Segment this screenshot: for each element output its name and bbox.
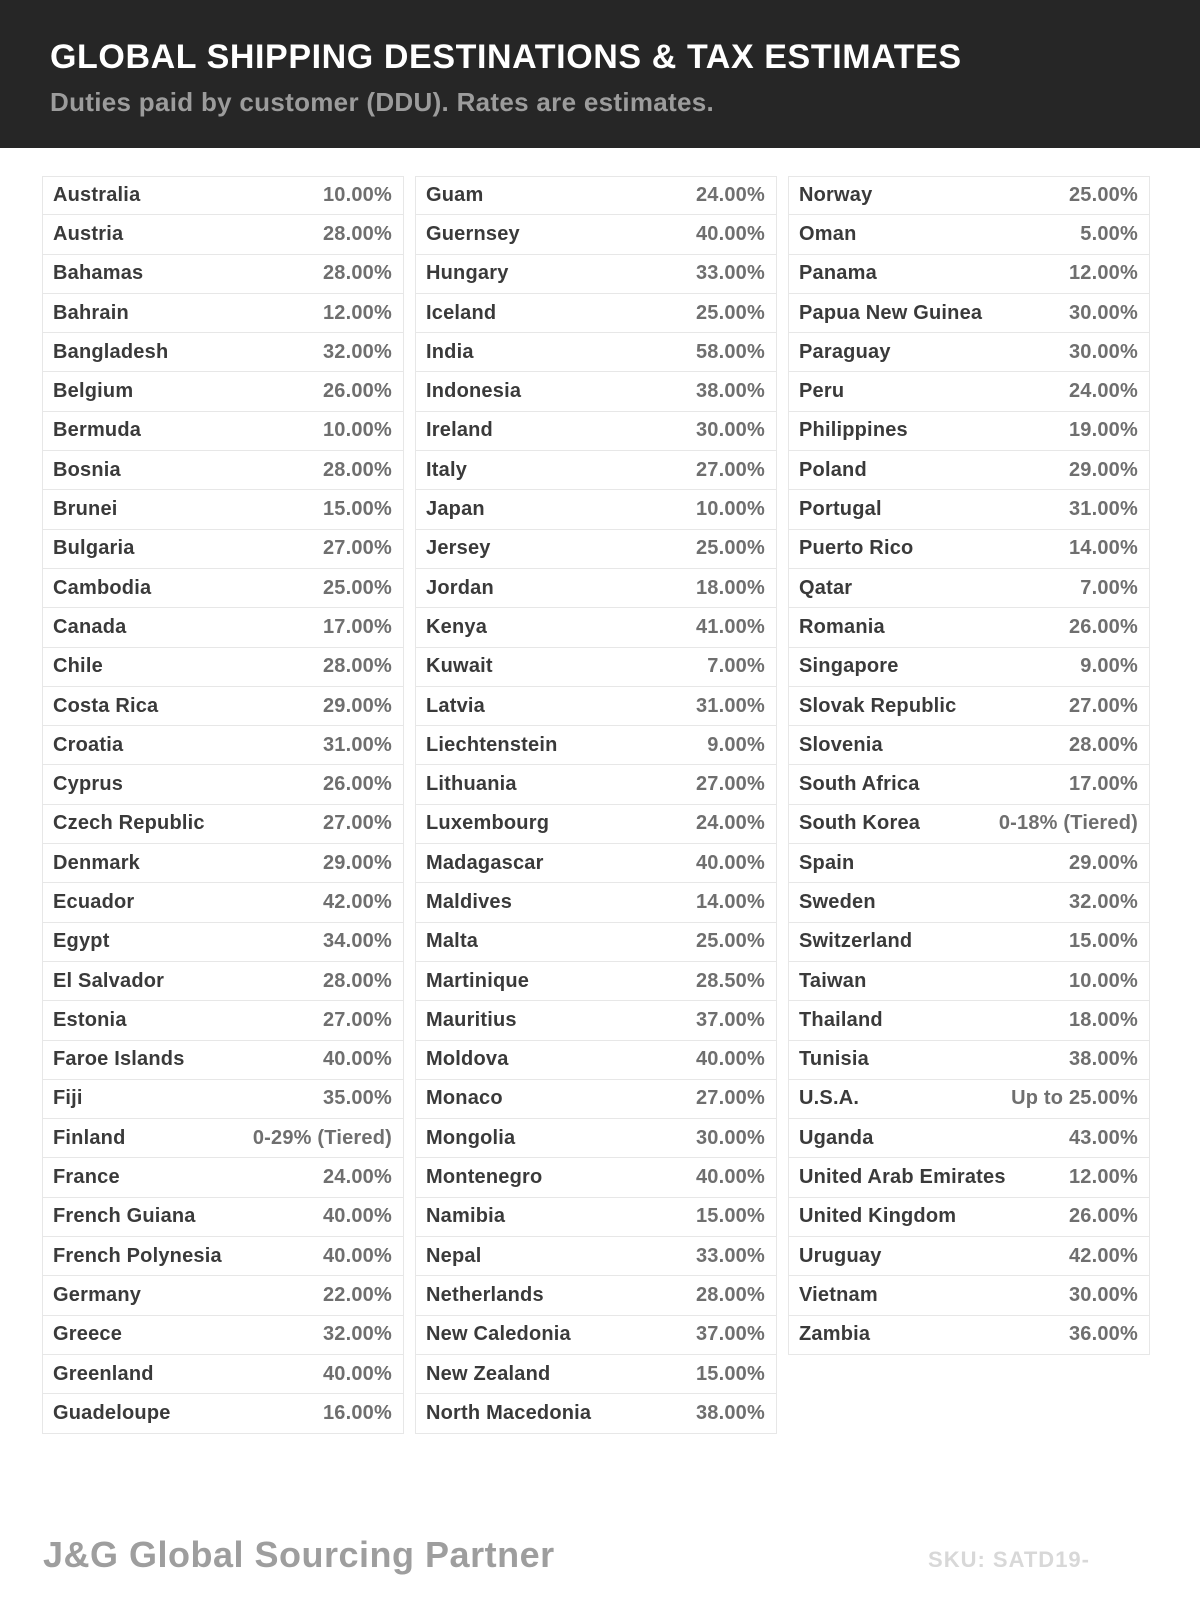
table-row: [415, 805, 777, 844]
table-row: [415, 530, 777, 569]
header-banner: [0, 0, 1200, 148]
tax-rate: 40.00%: [695, 222, 765, 245]
tax-rate: 24.00%: [695, 184, 765, 207]
country-name: North Macedonia: [426, 1401, 592, 1424]
country-name: Slovenia: [799, 733, 883, 756]
tax-rate: 38.00%: [1068, 1048, 1138, 1071]
tax-rate: 25.00%: [1068, 184, 1138, 207]
table-row: [42, 648, 404, 687]
country-name: Norway: [799, 184, 873, 207]
country-name: Greece: [53, 1323, 123, 1346]
country-name: France: [53, 1166, 120, 1189]
country-name: Czech Republic: [53, 812, 205, 835]
table-row: [788, 1316, 1150, 1355]
tax-rate: 15.00%: [695, 1205, 765, 1228]
country-name: Brunei: [53, 498, 118, 521]
country-name: Nepal: [426, 1244, 482, 1267]
country-name: Puerto Rico: [799, 537, 914, 560]
table-row: [42, 726, 404, 765]
tax-rate: 16.00%: [322, 1401, 392, 1424]
country-name: Kuwait: [426, 655, 493, 678]
tax-rate: 40.00%: [695, 1048, 765, 1071]
country-name: India: [426, 340, 474, 363]
country-name: Uruguay: [799, 1244, 882, 1267]
country-name: Bahrain: [53, 301, 129, 324]
table-row: [42, 255, 404, 294]
country-name: U.S.A.: [799, 1087, 860, 1110]
table-row: [788, 412, 1150, 451]
country-name: Latvia: [426, 694, 486, 717]
table-row: [42, 176, 404, 215]
table-row: [415, 1316, 777, 1355]
country-name: Jordan: [426, 576, 494, 599]
tax-rate: 18.00%: [1068, 1008, 1138, 1031]
country-name: Cyprus: [53, 773, 124, 796]
table-row: [415, 176, 777, 215]
tax-rate: 24.00%: [695, 812, 765, 835]
country-name: Namibia: [426, 1205, 506, 1228]
country-name: Australia: [53, 184, 141, 207]
tax-rate: 42.00%: [322, 890, 392, 913]
tax-rate: 15.00%: [322, 498, 392, 521]
country-name: United Arab Emirates: [799, 1166, 1006, 1189]
table-row: [415, 255, 777, 294]
table-row: [415, 1237, 777, 1276]
tax-rate: 24.00%: [1068, 380, 1138, 403]
tax-rate: 26.00%: [1068, 615, 1138, 638]
country-name: Estonia: [53, 1008, 127, 1031]
country-name: Finland: [53, 1126, 126, 1149]
table-row: [42, 962, 404, 1001]
country-name: South Korea: [799, 812, 921, 835]
country-name: Switzerland: [799, 930, 913, 953]
country-name: Austria: [53, 222, 124, 245]
table-row: [788, 1276, 1150, 1315]
country-name: Spain: [799, 851, 855, 874]
country-name: Poland: [799, 458, 867, 481]
country-name: Panama: [799, 262, 877, 285]
country-name: French Polynesia: [53, 1244, 222, 1267]
table-row: [42, 372, 404, 411]
tax-rate: 33.00%: [695, 1244, 765, 1267]
table-row: [788, 883, 1150, 922]
country-name: Peru: [799, 380, 845, 403]
tax-rate: 40.00%: [695, 851, 765, 874]
country-name: Sweden: [799, 890, 876, 913]
table-row: [788, 687, 1150, 726]
tax-rate: 17.00%: [322, 615, 392, 638]
country-name: Chile: [53, 655, 103, 678]
country-name: Portugal: [799, 498, 882, 521]
country-name: Bahamas: [53, 262, 144, 285]
country-name: Germany: [53, 1283, 142, 1306]
table-row: [788, 451, 1150, 490]
country-name: Oman: [799, 222, 857, 245]
country-name: Cambodia: [53, 576, 152, 599]
table-row: [415, 1394, 777, 1433]
tax-rate: 27.00%: [322, 537, 392, 560]
table-row: [788, 1237, 1150, 1276]
tax-rate: 14.00%: [1068, 537, 1138, 560]
tax-rate: 29.00%: [322, 694, 392, 717]
table-row: [788, 530, 1150, 569]
tax-rate: 7.00%: [1080, 576, 1138, 599]
table-row: [415, 608, 777, 647]
tax-rate: 26.00%: [322, 380, 392, 403]
tax-rate: 12.00%: [322, 301, 392, 324]
tax-rate: 9.00%: [1080, 655, 1138, 678]
table-row: [415, 765, 777, 804]
country-name: Bosnia: [53, 458, 121, 481]
country-name: Malta: [426, 930, 479, 953]
country-name: Luxembourg: [426, 812, 550, 835]
table-row: [415, 844, 777, 883]
table-row: [415, 569, 777, 608]
table-row: [788, 255, 1150, 294]
country-name: Bulgaria: [53, 537, 135, 560]
table-row: [42, 608, 404, 647]
table-row: [415, 883, 777, 922]
sku-label: SKU: SATD19-: [928, 1546, 1090, 1572]
table-row: [415, 923, 777, 962]
tax-rate: 26.00%: [322, 773, 392, 796]
table-row: [42, 569, 404, 608]
tax-rate: 32.00%: [322, 1323, 392, 1346]
tax-rate: 27.00%: [695, 773, 765, 796]
table-row: [415, 451, 777, 490]
brand-name: J&G Global Sourcing Partner: [43, 1533, 555, 1575]
tax-rate: 36.00%: [1068, 1323, 1138, 1346]
tax-rate: 10.00%: [322, 184, 392, 207]
table-row: [788, 765, 1150, 804]
table-row: [42, 687, 404, 726]
tax-rate: 30.00%: [1068, 340, 1138, 363]
tax-rate: 31.00%: [322, 733, 392, 756]
tax-rate: 22.00%: [322, 1283, 392, 1306]
table-row: [42, 490, 404, 529]
tax-rate: 58.00%: [695, 340, 765, 363]
tax-rate: 33.00%: [695, 262, 765, 285]
tax-estimates-table: [42, 176, 1150, 1434]
table-row: [42, 1276, 404, 1315]
country-name: Tunisia: [799, 1048, 869, 1071]
tax-rate: 12.00%: [1068, 262, 1138, 285]
table-row: [42, 1080, 404, 1119]
tax-rate: 38.00%: [695, 1401, 765, 1424]
table-row: [788, 805, 1150, 844]
tax-rate: 28.00%: [322, 969, 392, 992]
table-row: [415, 1080, 777, 1119]
tax-rate: 30.00%: [695, 1126, 765, 1149]
tax-rate: 42.00%: [1068, 1244, 1138, 1267]
tax-rate: 10.00%: [1068, 969, 1138, 992]
tax-rate: 30.00%: [695, 419, 765, 442]
table-row: [42, 1355, 404, 1394]
table-row: [788, 569, 1150, 608]
tax-rate: 5.00%: [1080, 222, 1138, 245]
country-name: Kenya: [426, 615, 488, 638]
table-row: [415, 1119, 777, 1158]
tax-rate: 32.00%: [1068, 890, 1138, 913]
table-row: [788, 294, 1150, 333]
country-name: Singapore: [799, 655, 899, 678]
table-column-2: [415, 176, 777, 1434]
table-row: [42, 844, 404, 883]
table-row: [415, 1198, 777, 1237]
tax-rate: 27.00%: [322, 812, 392, 835]
country-name: Faroe Islands: [53, 1048, 185, 1071]
table-row: [415, 1355, 777, 1394]
table-row: [788, 844, 1150, 883]
tax-rate: 25.00%: [322, 576, 392, 599]
tax-rate: 0-18% (Tiered): [998, 812, 1138, 835]
tax-rate: 30.00%: [1068, 1283, 1138, 1306]
table-row: [42, 451, 404, 490]
tax-rate: 28.00%: [322, 458, 392, 481]
country-name: Guadeloupe: [53, 1401, 171, 1424]
country-name: Indonesia: [426, 380, 522, 403]
tax-rate: 15.00%: [695, 1362, 765, 1385]
country-name: Romania: [799, 615, 885, 638]
country-name: Netherlands: [426, 1283, 544, 1306]
tax-rate: 28.00%: [322, 262, 392, 285]
tax-rate: 29.00%: [322, 851, 392, 874]
tax-rate: 28.00%: [322, 222, 392, 245]
country-name: Zambia: [799, 1323, 871, 1346]
country-name: Croatia: [53, 733, 124, 756]
country-name: Ireland: [426, 419, 493, 442]
country-name: Mauritius: [426, 1008, 517, 1031]
country-name: Maldives: [426, 890, 513, 913]
tax-rate: 24.00%: [322, 1166, 392, 1189]
tax-rate: 40.00%: [695, 1166, 765, 1189]
tax-rate: 26.00%: [1068, 1205, 1138, 1228]
table-row: [415, 1041, 777, 1080]
tax-rate: 10.00%: [695, 498, 765, 521]
table-row: [415, 1158, 777, 1197]
table-row: [42, 805, 404, 844]
tax-rate: 41.00%: [695, 615, 765, 638]
tax-rate: Up to 25.00%: [1011, 1087, 1138, 1110]
country-name: Hungary: [426, 262, 509, 285]
tax-rate: 7.00%: [707, 655, 765, 678]
country-name: Taiwan: [799, 969, 867, 992]
tax-rate: 37.00%: [695, 1323, 765, 1346]
table-row: [415, 1001, 777, 1040]
tax-rate: 29.00%: [1068, 851, 1138, 874]
country-name: Slovak Republic: [799, 694, 957, 717]
footer: [0, 1534, 1200, 1576]
country-name: Iceland: [426, 301, 497, 324]
country-name: Ecuador: [53, 890, 135, 913]
country-name: Thailand: [799, 1008, 883, 1031]
tax-rate: 25.00%: [695, 930, 765, 953]
tax-rate: 25.00%: [695, 537, 765, 560]
country-name: Madagascar: [426, 851, 544, 874]
tax-rate: 17.00%: [1068, 773, 1138, 796]
table-row: [415, 294, 777, 333]
country-name: Paraguay: [799, 340, 891, 363]
table-row: [42, 333, 404, 372]
table-row: [42, 412, 404, 451]
country-name: Costa Rica: [53, 694, 159, 717]
table-row: [788, 923, 1150, 962]
tax-rate: 40.00%: [322, 1048, 392, 1071]
tax-rate: 27.00%: [322, 1008, 392, 1031]
tax-rate: 12.00%: [1068, 1166, 1138, 1189]
country-name: Martinique: [426, 969, 530, 992]
table-row: [788, 1158, 1150, 1197]
tax-rate: 25.00%: [695, 301, 765, 324]
tax-rate: 28.00%: [322, 655, 392, 678]
country-name: Montenegro: [426, 1166, 543, 1189]
country-name: Belgium: [53, 380, 134, 403]
tax-rate: 37.00%: [695, 1008, 765, 1031]
table-row: [788, 1119, 1150, 1158]
country-name: Fiji: [53, 1087, 83, 1110]
tax-rate: 10.00%: [322, 419, 392, 442]
table-row: [42, 1001, 404, 1040]
tax-rate: 38.00%: [695, 380, 765, 403]
table-row: [42, 215, 404, 254]
tax-rate: 40.00%: [322, 1362, 392, 1385]
country-name: South Africa: [799, 773, 920, 796]
tax-rate: 43.00%: [1068, 1126, 1138, 1149]
table-row: [42, 1394, 404, 1433]
tax-rate: 31.00%: [695, 694, 765, 717]
country-name: Mongolia: [426, 1126, 516, 1149]
table-row: [788, 648, 1150, 687]
country-name: Liechtenstein: [426, 733, 558, 756]
country-name: Papua New Guinea: [799, 301, 983, 324]
country-name: Italy: [426, 458, 468, 481]
tax-rate: 29.00%: [1068, 458, 1138, 481]
country-name: French Guiana: [53, 1205, 196, 1228]
table-row: [788, 1080, 1150, 1119]
country-name: Bangladesh: [53, 340, 169, 363]
table-row: [42, 883, 404, 922]
tax-rate: 28.00%: [1068, 733, 1138, 756]
table-row: [788, 726, 1150, 765]
tax-rate: 30.00%: [1068, 301, 1138, 324]
tax-rate: 35.00%: [322, 1087, 392, 1110]
tax-rate: 40.00%: [322, 1244, 392, 1267]
tax-rate: 18.00%: [695, 576, 765, 599]
tax-rate: 15.00%: [1068, 930, 1138, 953]
country-name: Monaco: [426, 1087, 503, 1110]
table-row: [415, 962, 777, 1001]
tax-rate: 27.00%: [695, 1087, 765, 1110]
country-name: Guam: [426, 184, 484, 207]
table-row: [788, 333, 1150, 372]
country-name: United Kingdom: [799, 1205, 957, 1228]
page-title: GLOBAL SHIPPING DESTINATIONS & TAX ESTIMATES: [50, 38, 962, 76]
table-row: [42, 530, 404, 569]
table-column-1: [42, 176, 404, 1434]
tax-rate: 27.00%: [695, 458, 765, 481]
tax-rate: 9.00%: [707, 733, 765, 756]
table-row: [788, 176, 1150, 215]
country-name: Canada: [53, 615, 127, 638]
tax-rate: 0-29% (Tiered): [252, 1126, 392, 1149]
country-name: Philippines: [799, 419, 908, 442]
table-row: [415, 1276, 777, 1315]
table-row: [42, 1041, 404, 1080]
table-row: [788, 962, 1150, 1001]
country-name: Japan: [426, 498, 485, 521]
tax-rate: 31.00%: [1068, 498, 1138, 521]
country-name: Guernsey: [426, 222, 520, 245]
country-name: Moldova: [426, 1048, 509, 1071]
tax-rate: 14.00%: [695, 890, 765, 913]
country-name: New Caledonia: [426, 1323, 571, 1346]
table-row: [415, 687, 777, 726]
country-name: Bermuda: [53, 419, 142, 442]
table-row: [42, 1119, 404, 1158]
table-row: [788, 1001, 1150, 1040]
table-row: [42, 765, 404, 804]
table-row: [42, 1158, 404, 1197]
table-row: [42, 1237, 404, 1276]
table-row: [415, 412, 777, 451]
country-name: Qatar: [799, 576, 853, 599]
tax-rate: 28.00%: [695, 1283, 765, 1306]
country-name: Lithuania: [426, 773, 517, 796]
table-row: [42, 1198, 404, 1237]
country-name: El Salvador: [53, 969, 165, 992]
table-row: [788, 608, 1150, 647]
table-row: [42, 923, 404, 962]
country-name: Vietnam: [799, 1283, 878, 1306]
table-row: [42, 1316, 404, 1355]
tax-rate: 40.00%: [322, 1205, 392, 1228]
table-row: [415, 726, 777, 765]
country-name: Denmark: [53, 851, 140, 874]
tax-rate: 34.00%: [322, 930, 392, 953]
country-name: Jersey: [426, 537, 491, 560]
country-name: Uganda: [799, 1126, 874, 1149]
table-row: [415, 333, 777, 372]
page-subtitle: Duties paid by customer (DDU). Rates are estimates.: [50, 86, 715, 117]
table-row: [415, 490, 777, 529]
tax-rate: 32.00%: [322, 340, 392, 363]
table-row: [415, 648, 777, 687]
country-name: New Zealand: [426, 1362, 551, 1385]
table-row: [415, 372, 777, 411]
tax-rate: 19.00%: [1068, 419, 1138, 442]
table-row: [788, 1041, 1150, 1080]
country-name: Egypt: [53, 930, 110, 953]
table-row: [42, 294, 404, 333]
country-name: Greenland: [53, 1362, 154, 1385]
tax-rate: 28.50%: [695, 969, 765, 992]
tax-rate: 27.00%: [1068, 694, 1138, 717]
table-row: [788, 1198, 1150, 1237]
table-row: [415, 215, 777, 254]
table-row: [788, 372, 1150, 411]
table-row: [788, 490, 1150, 529]
table-row: [788, 215, 1150, 254]
table-column-3: [788, 176, 1150, 1355]
